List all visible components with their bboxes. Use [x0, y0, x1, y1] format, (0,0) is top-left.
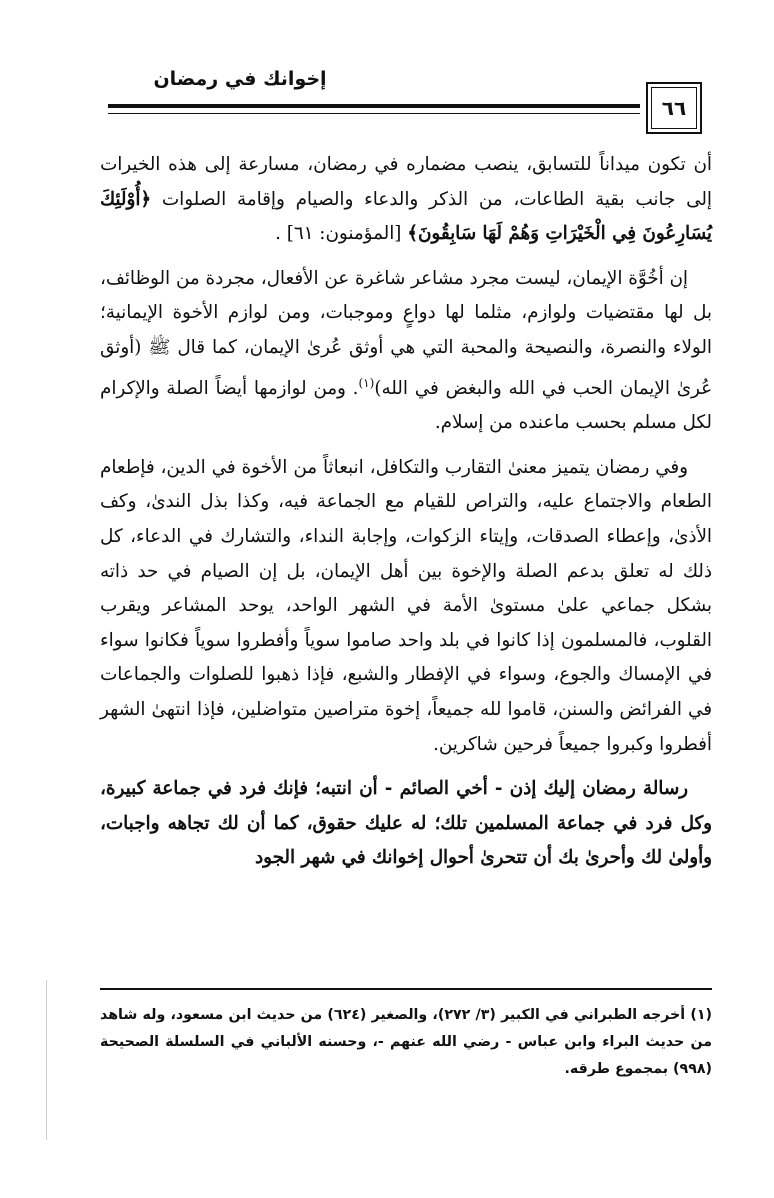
- margin-line: [46, 980, 47, 1140]
- page-number: ٦٦: [661, 96, 687, 120]
- paragraph-4: رسالة رمضان إليك إذن - أخي الصائم - أن انتبه؛ فإنك فرد في جماعة كبيرة، وكل فرد في جماعة المسلمين تلك؛ له عليك حقوق، كما أن لك تجاهه واجبات، وأولىٰ لك وأحرىٰ بك أن تتحرىٰ أحوال إخوانك في شهر الجود: [100, 778, 712, 869]
- header-rule-thick: [108, 104, 640, 108]
- footnote-marker[interactable]: (١): [358, 375, 375, 390]
- quran-verse: ﴿أُوْلَئِكَ يُسَارِعُونَ فِي الْخَيْرَاتِ وَهُمْ لَهَا سَابِقُونَ﴾: [100, 188, 712, 245]
- footnote-1: (١) أخرجه الطبراني في الكبير (٣/ ٢٧٢)، والصغير (٦٢٤) من حديث ابن مسعود، وله شاهد من حديث البراء وابن عباس - رضي الله عنهم -، وحسنه الألباني في السلسلة الصحيحة (٩٩٨) بمجموع طرقه.: [100, 1007, 712, 1077]
- page-number-box: [646, 82, 702, 134]
- footnote-divider: [100, 988, 712, 990]
- paragraph-2: [100, 262, 712, 441]
- body-text: [100, 148, 712, 886]
- paragraph-1-text: أن تكون ميداناً للتسابق، ينصب مضماره في رمضان، مسارعة إلى هذه الخيرات إلى جانب بقية الطاعات، من الذكر والدعاء والصيام وإقامة الصلوات: [100, 154, 712, 210]
- paragraph-2-text-cont: . ومن لوازمها أيضاً الصلة والإكرام لكل مسلم بحسب ماعنده من إسلام.: [100, 377, 712, 434]
- paragraph-2-text: إن أخُوَّة الإيمان، ليست مجرد مشاعر شاغرة عن الأفعال، مجردة من الوظائف، بل لها مقتضيات ولوازم، مثلما لها دواعٍ وموجبات، ومن لوازم الأخوة الإيمانية؛ الولاء والنصرة، والنصيحة والمحبة التي هي أوثق عُرىٰ الإيمان، كما قال ﷺ (أوثق عُرىٰ الإيمان الحب في الله والبغض في الله): [100, 267, 712, 399]
- header-rule-thin: [108, 113, 640, 114]
- running-title: إخوانك في رمضان: [153, 68, 327, 90]
- paragraph-3: وفي رمضان يتميز معنىٰ التقارب والتكافل، انبعاثاً من الأخوة في الدين، فإطعام الطعام والاجتماع عليه، والتراص للقيام مع الجماعة فيه، وكذا بذل الندىٰ، وكف الأذىٰ، وإعطاء الصدقات، وإيتاء الزكوات، وإجابة النداء، والتشارك في الدعاء، كل ذلك له تعلق بدعم الصلة والإخوة بين أهل الإيمان، بل إن الصيام في حد ذاته بشكل جماعي علىٰ مستوىٰ الأمة في الشهر الواحد، يوحد المشاعر ويقرب القلوب، فالمسلمون إذا كانوا في بلد واحد صاموا سوياً وأفطروا سوياً فكانوا سواء في الإمساك والجوع، وسواء في الإفطار والشبع، فإذا ذهبوا للصلوات والجماعات في الفرائض والسنن، قاموا لله جميعاً، إخوة متراصين متواضلين، فإذا انتهىٰ الشهر أفطروا وكبروا جميعاً فرحين شاكرين.: [100, 456, 712, 755]
- paragraph-1: [100, 148, 712, 252]
- verse-reference: [المؤمنون: ٦١] .: [275, 223, 408, 245]
